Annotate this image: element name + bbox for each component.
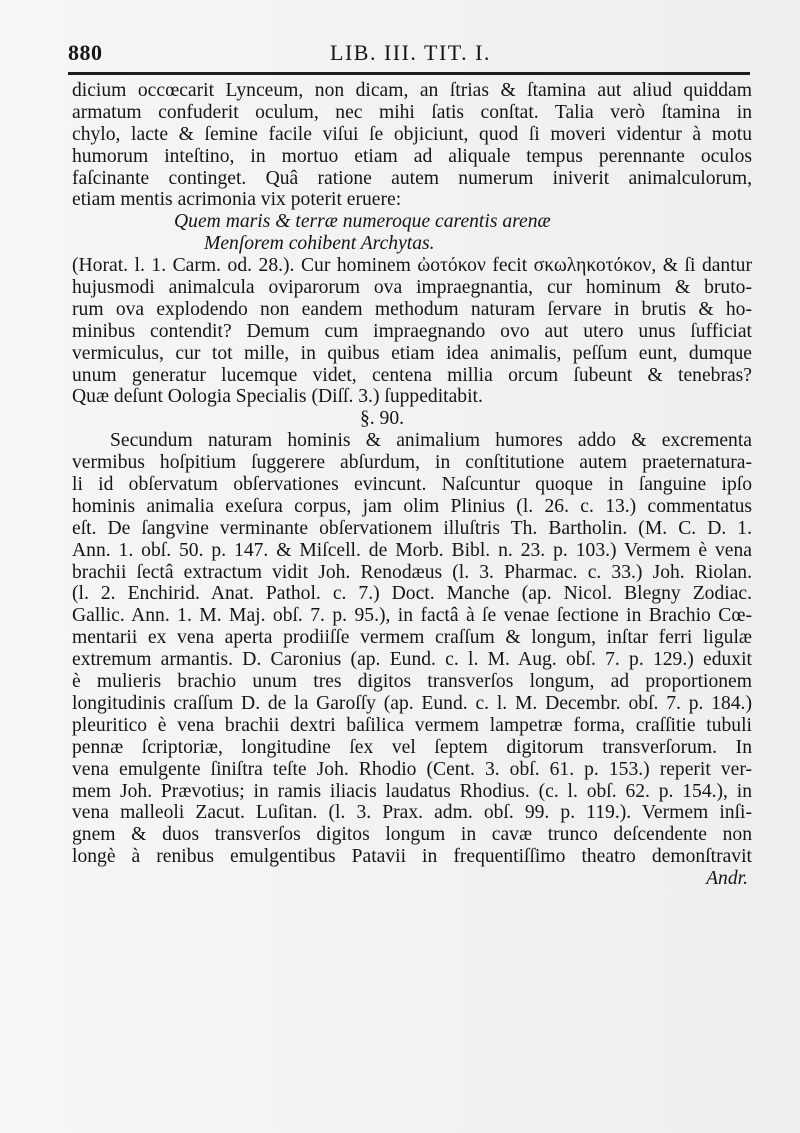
text-line: armatum confuderit oculum, nec mihi ſatis conſtat. Talia verò ſtamina in <box>72 101 752 123</box>
text-line: Gallic. Ann. 1. M. Maj. obſ. 7. p. 95.), in factâ à ſe venae ſectione in Brachio Cœ- <box>72 605 752 627</box>
text-line: longè à renibus emulgentibus Patavii in frequentiſſimo theatro demonſtravit <box>72 846 752 868</box>
text-line: hominis animalia exeſura corpus, jam olim Plinius (l. 26. c. 13.) commentatus <box>72 495 752 517</box>
text-line: Menſorem cohibent Archytas. <box>204 233 435 255</box>
text-line: eſt. De ſangvine verminante obſervationem illuſtris Th. Bartholin. (M. C. D. 1. <box>72 517 752 539</box>
text-line: gnem & duos transverſos digitos longum in cavæ trunco deſcendente non <box>72 824 752 846</box>
text-line: unum generatur lucemque videt, centena millia orcum ſubeunt & tenebras? <box>72 364 752 386</box>
text-line: longitudinis craſſum D. de la Garoſſy (ap. Eund. c. l. M. Decembr. obſ. 7. p. 184.) <box>72 692 752 714</box>
text-line: mentarii ex vena aperta prodiiſſe vermem craſſum & longum, inſtar ferri ligulæ <box>72 627 752 649</box>
text-line: Quem maris & terræ numeroque carentis arenæ <box>174 211 551 233</box>
text-line: pleuritico è vena brachii dextri baſilica vermem lampetræ forma, craſſitie tubuli <box>72 714 752 736</box>
section-heading: LIB. III. TIT. I. <box>330 40 491 65</box>
text-line: vena emulgente ſiniſtra teſte Joh. Rhodio (Cent. 3. obſ. 61. p. 153.) reperit ver- <box>72 758 752 780</box>
header-rule <box>68 72 750 75</box>
text-line: li id obſervatum obſervationes evincunt. Naſcuntur quoque in ſanguine ipſo <box>72 474 752 496</box>
body-text <box>72 80 752 890</box>
text-line: vena malleoli Zacut. Luſitan. (l. 3. Prax. adm. obſ. 99. p. 119.). Vermem inſi- <box>72 802 752 824</box>
text-line: faſcinante continget. Quâ ratione autem numerum iniverit animalculorum, <box>72 167 752 189</box>
text-line: humorum inteſtino, in mortuo etiam ad aliquale tempus perennante oculos <box>72 145 752 167</box>
text-line: (Horat. l. 1. Carm. od. 28.). Cur hominem ὠοτόκον fecit σκωληκοτόκον, & ſi dantur <box>72 255 752 277</box>
text-line: hujusmodi animalcula oviparorum ova impraegnantia, cur hominum & bruto- <box>72 277 752 299</box>
text-line: vermiculus, cur tot mille, in quibus etiam idea animalis, peſſum eunt, dumque <box>72 342 752 364</box>
text-line: Quæ deſunt Oologia Specialis (Diſſ. 3.) ſuppeditabit. <box>72 386 483 408</box>
text-line: chylo, lacte & ſemine facile viſui ſe objiciunt, quod ſi moveri videntur à motu <box>72 123 752 145</box>
text-line: mem Joh. Prævotius; in ramis iliacis laudatus Rhodius. (c. l. obſ. 62. p. 154.), in <box>72 780 752 802</box>
text-line: etiam mentis acrimonia vix poterit eruere: <box>72 189 402 211</box>
text-line: è mulieris brachio unum tres digitos transverſos longum, ad proportionem <box>72 671 752 693</box>
text-line: brachii ſectâ extractum vidit Joh. Renodæus (l. 3. Pharmac. c. 33.) Joh. Riolan. <box>72 561 752 583</box>
text-line: rum ova explodendo non eandem methodum naturam ſervare in brutis & ho- <box>72 298 752 320</box>
text-line: Secundum naturam hominis & animalium humores addo & excrementa <box>110 430 752 452</box>
text-line: pennæ ſcriptoriæ, longitudine ſex vel ſeptem digitorum transverſorum. In <box>72 736 752 758</box>
text-line: extremum armantis. D. Caronius (ap. Eund. c. l. M. Aug. obſ. 7. p. 129.) eduxit <box>72 649 752 671</box>
page-number: 880 <box>68 40 103 65</box>
running-head <box>68 38 748 66</box>
catchword: Andr. <box>706 868 748 890</box>
text-line: (l. 2. Enchirid. Anat. Pathol. c. 7.) Doct. Manche (ap. Nicol. Blegny Zodiac. <box>72 583 752 605</box>
text-line: vermibus hoſpitium ſuggerere abſurdum, in conſtitutione autem praeternatura- <box>72 452 752 474</box>
text-line: dicium occœcarit Lynceum, non dicam, an ſtrias & ſtamina aut aliud quiddam <box>72 80 752 101</box>
text-line: minibus contendit? Demum cum impraegnando ovo aut utero unus ſufficiat <box>72 320 752 342</box>
text-line: Ann. 1. obſ. 50. p. 147. & Miſcell. de Morb. Bibl. n. 23. p. 103.) Vermem è vena <box>72 539 752 561</box>
text-line: §. 90. <box>359 408 405 430</box>
